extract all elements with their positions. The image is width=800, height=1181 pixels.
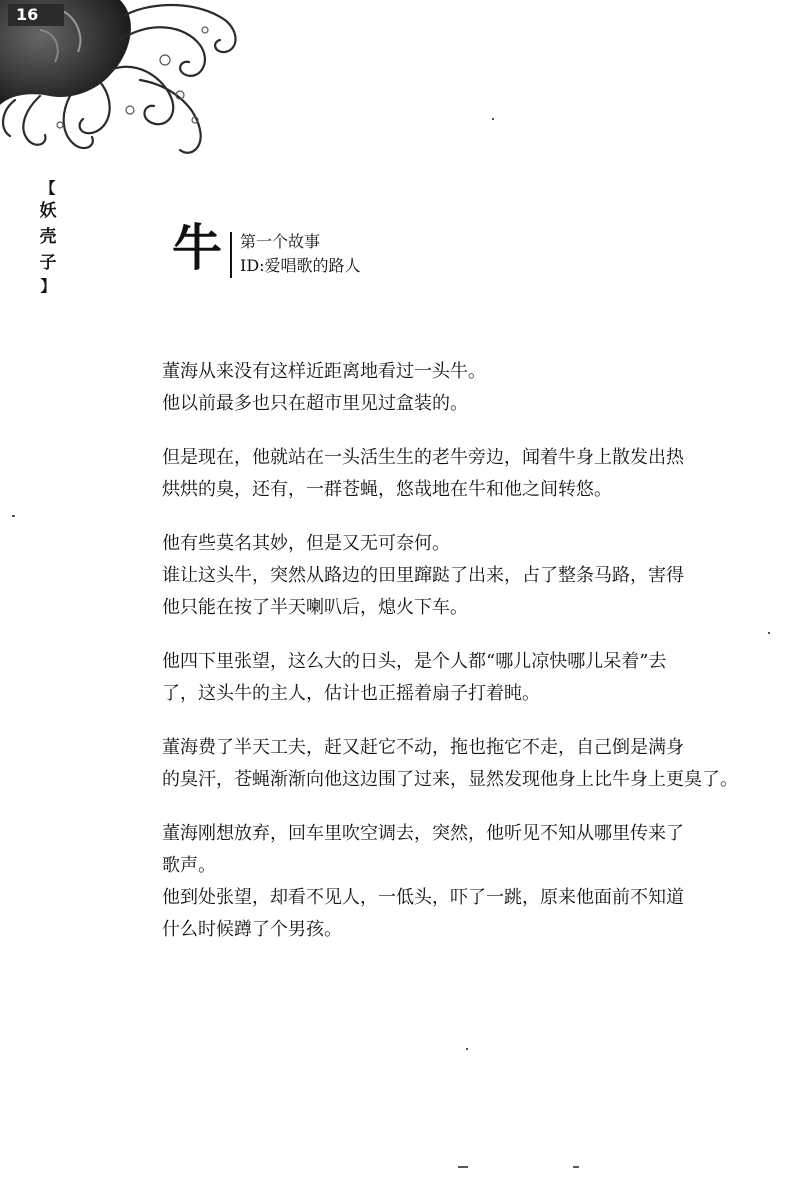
paragraph (162, 528, 727, 624)
text-line: 他只能在按了半天喇叭后，熄火下车。 (162, 597, 468, 618)
title-char: 妖 (39, 201, 57, 221)
text-line: 歌声。 (162, 855, 216, 876)
paragraph (162, 732, 738, 796)
paragraph (162, 646, 727, 710)
story-body (162, 356, 738, 946)
chapter-meta (240, 230, 361, 278)
paragraph (162, 442, 727, 506)
scan-speck (458, 1166, 468, 1168)
text-line: 的臭汗，苍蝇渐渐向他这边围了过来，显然发现他身上比牛身上更臭了。 (162, 769, 738, 790)
text-line: 他四下里张望，这么大的日头，是个人都“哪儿凉快哪儿呆着”去 (162, 651, 667, 672)
text-line: 但是现在，他就站在一头活生生的老牛旁边，闻着牛身上散发出热 (162, 447, 684, 468)
chapter-heading (172, 218, 472, 282)
text-line: 董海费了半天工夫，赶又赶它不动，拖也拖它不走，自己倒是满身 (162, 737, 684, 758)
text-line: 谁让这头牛，突然从路边的田里蹿跶了出来，占了整条马路，害得 (162, 565, 684, 586)
text-line: 他到处张望，却看不见人，一低头，吓了一跳，原来他面前不知道 (162, 887, 684, 908)
paragraph (162, 818, 727, 946)
page-number: 16 (8, 4, 64, 26)
text-line: 烘烘的臭，还有，一群苍蝇，悠哉地在牛和他之间转悠。 (162, 479, 612, 500)
text-line: 他有些莫名其妙，但是又无可奈何。 (162, 533, 450, 554)
title-close-bracket: 】 (40, 277, 56, 295)
chapter-big-character: 牛 (172, 218, 222, 277)
paragraph (162, 356, 727, 420)
title-char: 子 (39, 253, 57, 273)
scan-speck (12, 515, 15, 517)
title-char: 壳 (39, 227, 57, 247)
text-line: 董海刚想放弃，回车里吹空调去，突然，他听见不知从哪里传来了 (162, 823, 684, 844)
title-open-bracket: 【 (40, 179, 56, 197)
heading-divider (230, 232, 232, 278)
chapter-story-number: 第一个故事 (240, 232, 321, 251)
text-line: 了，这头牛的主人，估计也正摇着扇子打着盹。 (162, 683, 540, 704)
scan-speck (768, 632, 770, 634)
text-line: 什么时候蹲了个男孩。 (162, 919, 342, 940)
chapter-author-id: ID:爱唱歌的路人 (240, 256, 361, 275)
scan-speck (492, 118, 494, 120)
side-book-title (36, 178, 60, 296)
text-line: 董海从来没有这样近距离地看过一头牛。 (162, 361, 486, 382)
text-line: 他以前最多也只在超市里见过盒装的。 (162, 393, 468, 414)
scan-speck (466, 1048, 468, 1050)
scan-speck (573, 1166, 579, 1168)
